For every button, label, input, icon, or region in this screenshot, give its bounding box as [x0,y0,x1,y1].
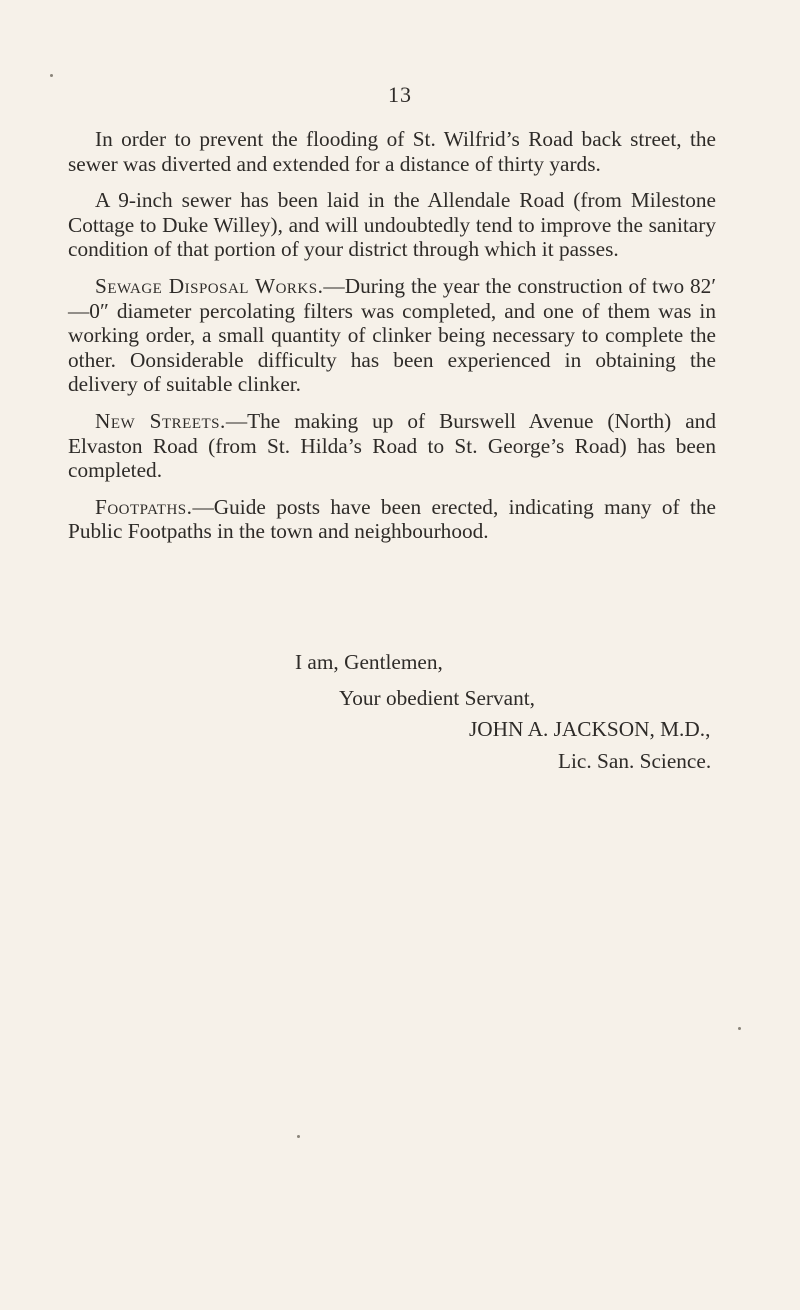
page-number: 13 [388,82,412,107]
paper-speck [50,74,53,77]
paragraph-footpaths [68,495,716,544]
qualification-text: Lic. San. Science. [558,749,712,773]
valediction-text: Your obedient Servant, [339,686,535,710]
paragraph-text: A 9-inch sewer has been laid in the Allendale Road (from Milestone Cottage to Duke Willey), and will undoubtedly tend to improve the sanitary condition of that portion of your district through which it passes. [68,188,716,262]
paper-speck [738,1027,741,1030]
paragraph-heading: New Streets. [95,408,226,433]
paragraph-allendale-sewer [68,188,716,262]
paragraph-heading: Sewage Disposal Works. [95,273,324,298]
paragraph-flooding [68,127,716,176]
paragraph-text: In order to prevent the flooding of St. Wilfrid’s Road back street, the sewer was diverted and extended for a distance of thirty yards. [68,127,716,176]
salutation-text: I am, Gentlemen, [295,650,443,674]
paragraph-text: —Guide posts have been erected, indicating many of the Public Footpaths in the town and neighbourhood. [68,494,716,544]
paragraph-heading: Footpaths. [95,494,193,519]
paragraph-sewage-disposal [68,274,716,397]
signatory-text: JOHN A. JACKSON, M.D., [469,717,711,741]
report-body [68,127,716,556]
paragraph-new-streets [68,409,716,483]
paragraph-text: —During the year the construction of two 82′—0″ diameter percolating filters was completed, and one of them was in working order, a small quantity of clinker being necessary to complete the other. Oonsiderable difficulty has been experienced in obtaining the delivery of suitable clinker. [68,273,716,397]
paragraph-text: —The making up of Burswell Avenue (North) and Elvaston Road (from St. Hilda’s Road to St. George’s Road) has been completed. [68,408,716,483]
paper-speck [297,1135,300,1138]
